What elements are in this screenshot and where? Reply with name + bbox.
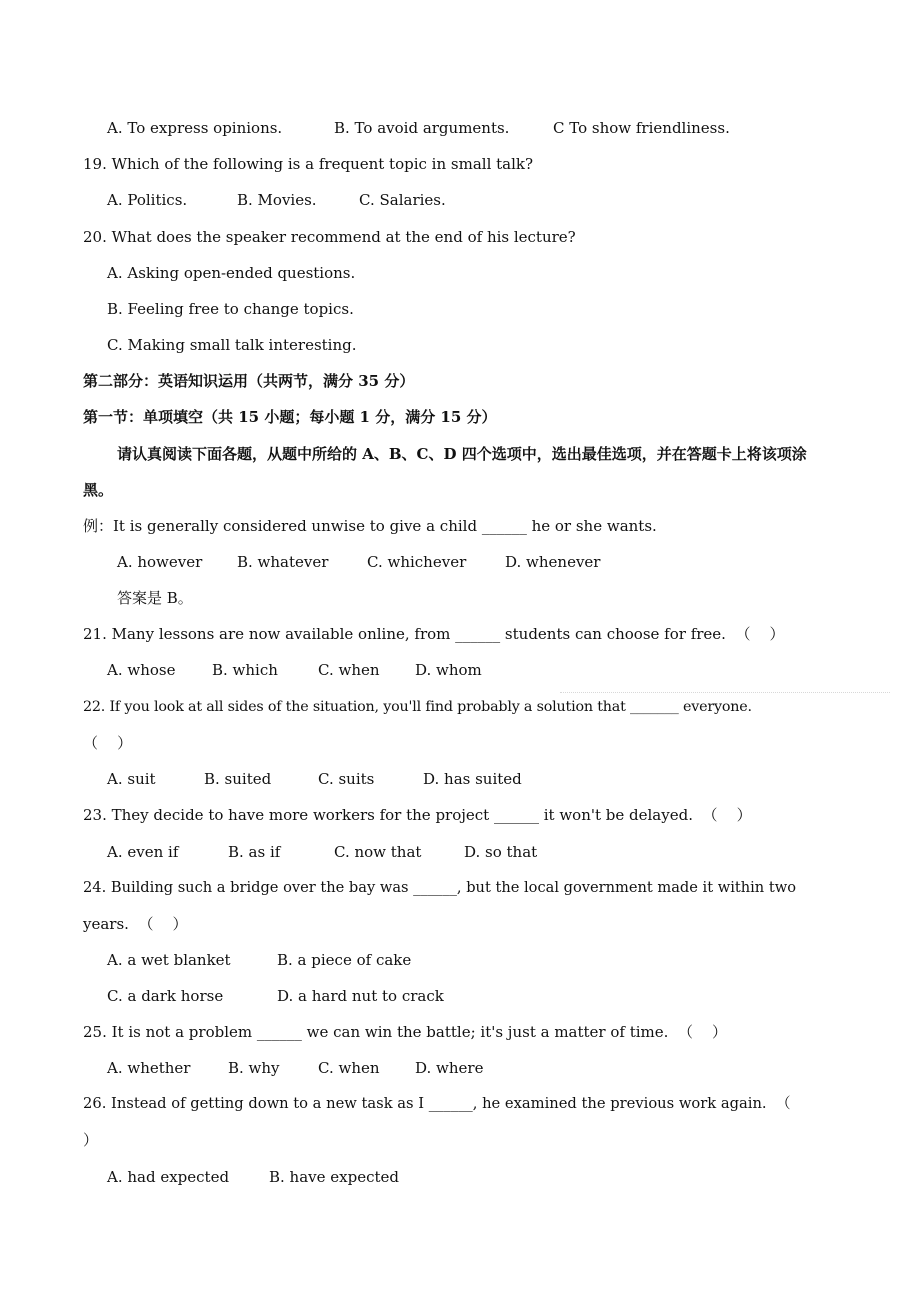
q22-option-c: C. suits [318,770,375,788]
q19-stem: 19. Which of the following is a frequent topic in small talk? [83,155,534,173]
q20-option-b: B. Feeling free to change topics. [107,300,354,318]
q21-option-b: B. which [212,661,278,679]
example-option-c: C. whichever [367,553,467,571]
q20-option-c: C. Making small talk interesting. [107,336,357,354]
q22-stem: 22. If you look at all sides of the situation, you'll find probably a solution that _______ everyone. [83,699,752,715]
q20-option-a: A. Asking open-ended questions. [107,264,356,282]
q25-option-d: D. where [415,1059,484,1077]
q24-option-d: D. a hard nut to crack [277,987,444,1005]
part2-heading: 第二部分：英语知识运用（共两节，满分 35 分） [83,372,415,390]
section1-heading: 第一节：单项填空（共 15 小题；每小题 1 分，满分 15 分） [83,408,497,426]
q23-option-b: B. as if [228,843,281,861]
q21-option-d: D. whom [415,661,482,679]
q25-option-a: A. whether [107,1059,191,1077]
q26-stem: 26. Instead of getting down to a new task as I ______, he examined the previous work again. （ [83,1095,791,1112]
q23-option-c: C. now that [334,843,422,861]
example-option-d: D. whenever [505,553,601,571]
q24-stem: 24. Building such a bridge over the bay was ______, but the local government made it within two [83,879,796,896]
q24-option-c: C. a dark horse [107,987,224,1005]
example-option-b: B. whatever [237,553,329,571]
q19-option-b: B. Movies. [237,191,317,209]
q21-option-c: C. when [318,661,380,679]
q24-option-b: B. a piece of cake [277,951,412,969]
q22-option-b: B. suited [204,770,272,788]
example-answer: 答案是 B。 [117,589,193,607]
q18-option-b: B. To avoid arguments. [334,119,510,137]
q23-stem: 23. They decide to have more workers for the project ______ it won't be delayed. （ ） [83,806,752,824]
q24-stem-continued: years. （ ） [83,915,188,933]
q25-stem: 25. It is not a problem ______ we can win the battle; it's just a matter of time. （ ） [83,1023,728,1041]
q24-option-a: A. a wet blanket [107,951,231,969]
q26-option-b: B. have expected [269,1168,400,1186]
q21-option-a: A. whose [107,661,176,679]
instructions-line1: 请认真阅读下面各题，从题中所给的 A、B、C、D 四个选项中，选出最佳选项，并在答题卡上将该项涂 [117,445,807,463]
q23-option-d: D. so that [464,843,538,861]
instructions-line2: 黑。 [83,481,114,499]
q18-option-a: A. To express opinions. [107,119,283,137]
example-option-a: A. however [117,553,203,571]
q22-option-a: A. suit [107,770,156,788]
q19-option-a: A. Politics. [107,191,188,209]
q23-option-a: A. even if [107,843,179,861]
q25-option-b: B. why [228,1059,280,1077]
q18-option-c: C To show friendliness. [553,119,730,137]
q19-option-c: C. Salaries. [359,191,446,209]
q21-stem: 21. Many lessons are now available online, from ______ students can choose for free. （ ） [83,625,785,643]
q22-option-d: D. has suited [423,770,522,788]
dotted-divider [560,692,890,693]
q20-stem: 20. What does the speaker recommend at the end of his lecture? [83,228,576,246]
example-stem: 例：It is generally considered unwise to give a child ______ he or she wants. [83,517,657,535]
q26-stem-continued: ） [83,1131,99,1149]
q26-option-a: A. had expected [107,1168,230,1186]
q25-option-c: C. when [318,1059,380,1077]
q22-paren: （ ） [83,734,133,752]
